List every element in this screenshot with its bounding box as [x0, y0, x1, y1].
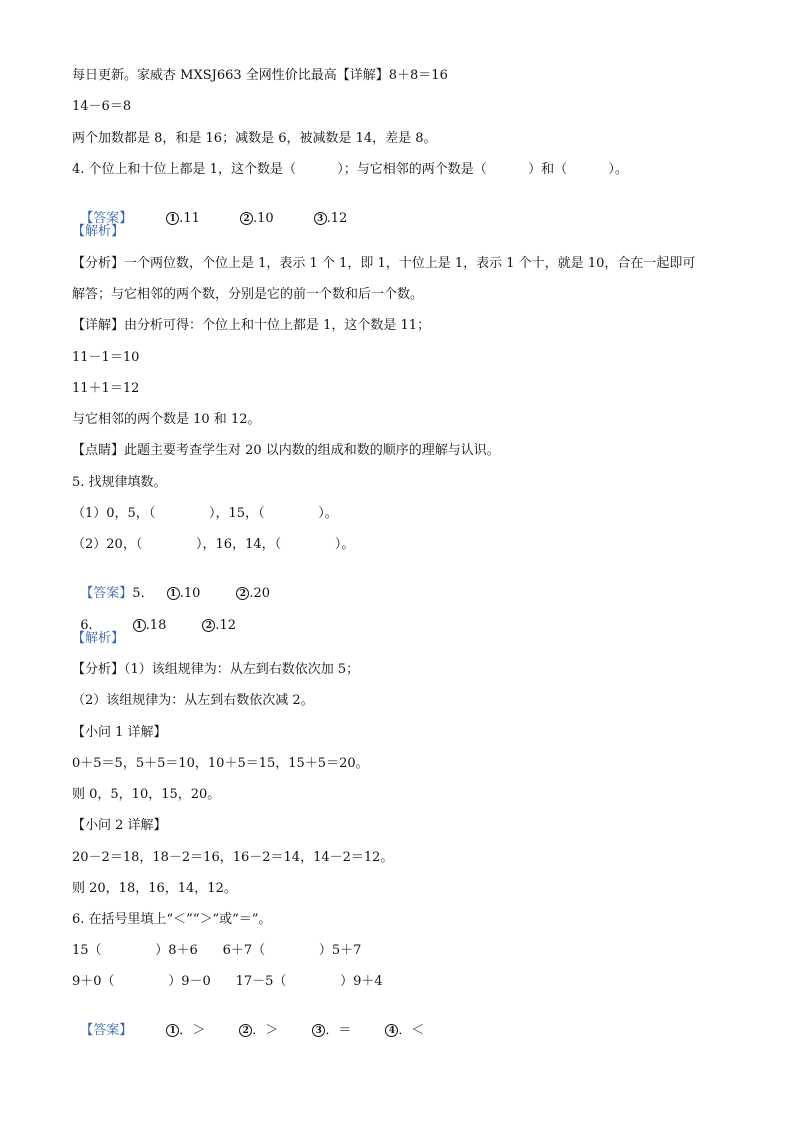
answer-value: .12: [326, 211, 348, 226]
circled-number-icon: 1: [167, 587, 180, 600]
text-line: 与它相邻的两个数是 10 和 12。: [72, 412, 261, 427]
text-line: 两个加数都是 8，和是 16；减数是 6，被减数是 14，差是 8。: [72, 131, 437, 146]
text-line: 11－1＝10: [72, 350, 140, 365]
text-line: 【小问 2 详解】: [72, 818, 167, 833]
text-line: 则 0，5，10，15，20。: [72, 787, 221, 802]
answer-label: 【答案】: [80, 1023, 133, 1038]
text-line: （2）该组规律为：从左到右数依次减 2。: [72, 693, 314, 708]
answer-value: ．＞: [252, 1023, 279, 1038]
answer-value: ．＝: [325, 1023, 352, 1038]
text-line: （2）20，（ ），16，14，（ ）。: [72, 537, 355, 552]
answer-label: 【答案】: [80, 211, 133, 226]
analysis-label: 【解析】: [72, 631, 125, 646]
circled-number-icon: 2: [239, 1024, 252, 1037]
text-line: 则 20，18，16，14，12。: [72, 881, 237, 896]
text-line: 15（ ）8＋6 6＋7（ ）5＋7: [72, 943, 362, 958]
answer-value: ．＞: [179, 1023, 206, 1038]
circled-number-icon: 2: [240, 212, 253, 225]
circled-number-icon: 3: [312, 1024, 325, 1037]
circled-number-icon: 1: [166, 212, 179, 225]
text-line: （1）0，5，（ ），15，（ ）。: [72, 506, 338, 521]
text-line: 9＋0（ ）9－0 17－5（ ）9＋4: [72, 974, 383, 989]
answer-value: .20: [249, 586, 271, 601]
text-line: 20－2＝18，18－2＝16，16－2＝14，14－2＝12。: [72, 850, 394, 865]
circled-number-icon: 4: [385, 1024, 398, 1037]
answer-row-q6: [72, 1004, 424, 1040]
text-line: 0＋5＝5，5＋5＝10，10＋5＝15，15＋5＝20。: [72, 756, 369, 771]
question-6: 6. 在括号里填上“＜”“＞”或“＝”。: [72, 912, 272, 927]
circled-number-icon: 2: [236, 587, 249, 600]
text-line: 每日更新。家威杏 MXSJ663 全网性价比最高【详解】8＋8＝16: [72, 68, 448, 83]
text-line: 【点睛】此题主要考查学生对 20 以内数的组成和数的顺序的理解与认识。: [72, 443, 500, 458]
text-line: 【小问 1 详解】: [72, 725, 167, 740]
answer-value: .12: [215, 618, 237, 633]
answer-value: .18: [145, 618, 167, 633]
answer-value: .10: [179, 586, 201, 601]
answer-row-q5: [72, 567, 270, 603]
analysis-label: 【解析】: [72, 224, 125, 239]
answer-value: .11: [179, 211, 200, 226]
answer-label: 【答案】: [80, 586, 133, 601]
text-line: 11＋1＝12: [72, 381, 140, 396]
text-line: 【详解】由分析可得：个位上和十位上都是 1，这个数是 11；: [72, 318, 431, 333]
answer-prefix: 5.: [132, 586, 145, 601]
answer-value: ．＜: [398, 1023, 425, 1038]
text-line: 【分析】（1）该组规律为：从左到右数依次加 5；: [72, 662, 360, 677]
text-line: 【分析】一个两位数，个位上是 1，表示 1 个 1，即 1，十位上是 1，表示 1 个十，就是 10，合在一起即可: [72, 256, 696, 271]
answer-value: .10: [252, 211, 274, 226]
circled-number-icon: 1: [166, 1024, 179, 1037]
answer-prefix: 6.: [80, 618, 93, 633]
text-line: 14－6＝8: [72, 99, 132, 114]
circled-number-icon: 2: [202, 619, 215, 632]
circled-number-icon: 1: [133, 619, 146, 632]
text-line: 解答；与它相邻的两个数，分别是它的前一个数和后一个数。: [72, 287, 424, 302]
circled-number-icon: 3: [314, 212, 327, 225]
question-4: 4. 个位上和十位上都是 1，这个数是（ ）；与它相邻的两个数是（ ）和（ ）。: [72, 162, 628, 177]
question-5: 5. 找规律填数。: [72, 475, 167, 490]
